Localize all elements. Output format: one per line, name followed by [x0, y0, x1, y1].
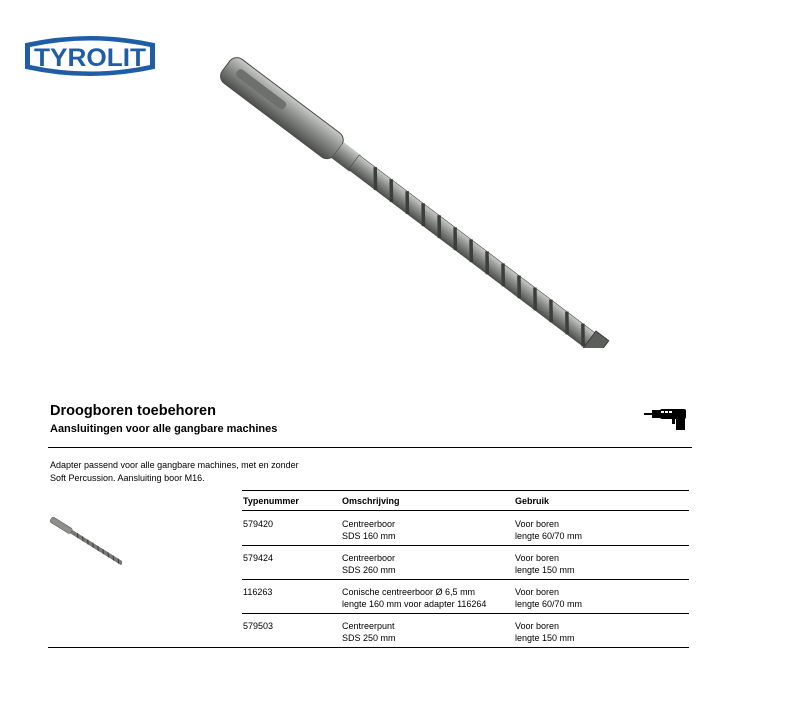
table-cell-typenummer: 579420 — [243, 519, 274, 529]
row-rule — [242, 579, 689, 580]
drill-machine-icon — [644, 405, 692, 436]
table-cell-omschrijving: Centreerboor SDS 160 mm — [342, 519, 396, 541]
table-cell-typenummer: 116263 — [243, 587, 273, 597]
table-cell-typenummer: 579424 — [243, 553, 274, 563]
description-line: Soft Percussion. Aansluiting boor M16. — [50, 472, 205, 483]
table-bottom-rule — [48, 647, 689, 648]
table-cell-gebruik: Voor boren lengte 150 mm — [515, 553, 575, 575]
column-header-typenummer: Typenummer — [243, 496, 299, 506]
column-header-gebruik: Gebruik — [515, 496, 550, 506]
tyrolit-logo — [20, 28, 160, 89]
drill-bit-image — [200, 38, 650, 353]
table-cell-omschrijving: Centreerboor SDS 260 mm — [342, 553, 396, 575]
column-header-omschrijving: Omschrijving — [342, 496, 400, 506]
table-cell-gebruik: Voor boren lengte 60/70 mm — [515, 519, 583, 541]
product-title: Droogboren toebehoren — [50, 403, 216, 419]
table-cell-omschrijving: Centreerpunt SDS 250 mm — [342, 621, 396, 643]
header-rule — [48, 447, 692, 448]
logo-text: TYROLIT — [34, 44, 146, 72]
table-cell-gebruik: Voor boren lengte 60/70 mm — [515, 587, 583, 609]
table-cell-typenummer: 579503 — [243, 621, 274, 631]
row-rule — [242, 545, 689, 546]
table-top-rule — [242, 490, 689, 491]
table-cell-gebruik: Voor boren lengte 150 mm — [515, 621, 575, 643]
row-rule — [242, 613, 689, 614]
product-description — [50, 459, 299, 484]
table-header-rule — [242, 510, 689, 511]
table-cell-omschrijving: Conische centreerboor Ø 6,5 mm lengte 160 mm voor adapter 116264 — [342, 587, 487, 609]
drill-bit-thumbnail — [48, 515, 122, 572]
product-subtitle: Aansluitingen voor alle gangbare machines — [50, 423, 278, 435]
description-line: Adapter passend voor alle gangbare machines, met en zonder — [50, 460, 299, 470]
